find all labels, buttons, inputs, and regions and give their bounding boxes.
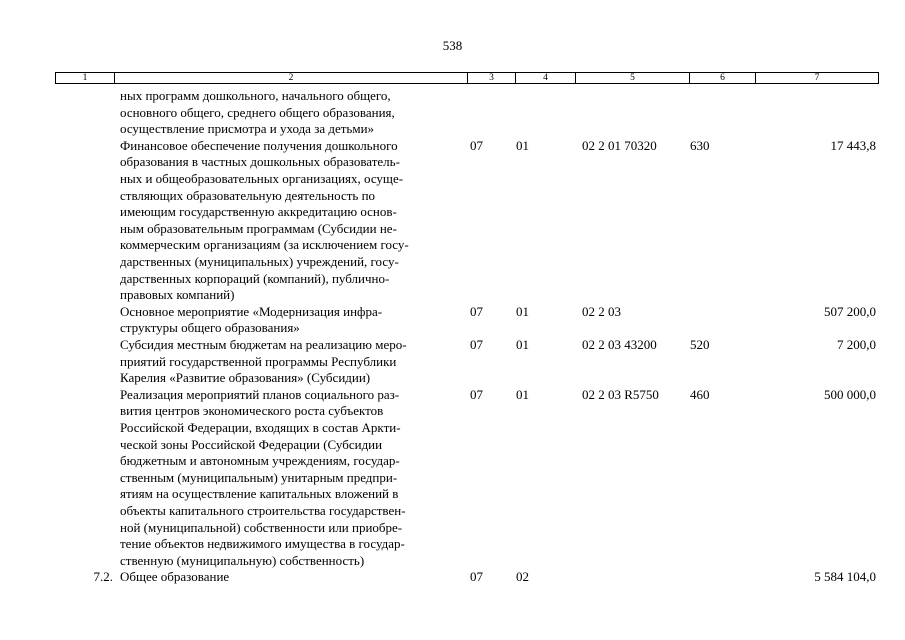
- description-line: дарственных корпораций (компаний), публично-: [120, 270, 390, 286]
- header-col-3: 3: [468, 73, 516, 83]
- description-line: ных программ дошкольного, начального общего,: [120, 88, 391, 103]
- description-line: ствляющих образовательную деятельность по: [120, 187, 376, 203]
- description-line: Российской Федерации, входящих в состав Аркти-: [120, 419, 401, 435]
- row-number: 7.2.: [93, 569, 113, 585]
- subsection-code: 01: [516, 137, 529, 153]
- page-number: 538: [442, 38, 463, 53]
- description-line: ной (муниципальной) собственности или приобре-: [120, 519, 403, 535]
- description-line: коммерческим организациям (за исключением госу-: [120, 237, 409, 253]
- row-description: [120, 138, 465, 304]
- section-code: 07: [470, 337, 483, 352]
- description-line: правовых компаний): [120, 287, 235, 303]
- row-description: [120, 304, 465, 337]
- section-code: 07: [470, 569, 483, 585]
- description-line: вития центров экономического роста субъектов: [120, 403, 384, 419]
- header-col-2: 2: [115, 73, 468, 83]
- description-line: Финансовое обеспечение получения дошкольного: [120, 137, 398, 153]
- header-col-4: 4: [516, 73, 576, 83]
- header-col-5: 5: [576, 73, 690, 83]
- description-line: ятиям на осуществление капитальных вложений в: [120, 486, 399, 502]
- description-line: структуры общего образования»: [120, 320, 300, 336]
- subsection-code: 01: [516, 386, 529, 402]
- description-line: ных и общеобразовательных организациях, осуще-: [120, 170, 404, 186]
- expense-type-code: 520: [690, 337, 710, 352]
- amount: 500 000,0: [824, 386, 876, 402]
- description-line: основного общего, среднего общего образования,: [120, 104, 395, 120]
- target-article-code: 02 2 03 43200: [582, 337, 657, 352]
- amount: 507 200,0: [824, 303, 876, 319]
- header-col-7: 7: [814, 73, 820, 83]
- subsection-code: 01: [516, 337, 529, 352]
- header-col-6: 6: [690, 73, 756, 83]
- expense-type-code: 460: [690, 386, 710, 402]
- description-line: Реализация мероприятий планов социального раз-: [120, 386, 400, 402]
- row-description: [120, 337, 465, 387]
- row-description: [120, 387, 465, 570]
- row-description: [120, 569, 465, 586]
- target-article-code: 02 2 03 R5750: [582, 386, 659, 402]
- table-header-row: [55, 72, 879, 84]
- target-article-code: 02 2 03: [582, 303, 621, 319]
- description-line: ным образовательным программам (Субсидии не-: [120, 220, 397, 236]
- description-line: приятий государственной программы Республики: [120, 353, 397, 369]
- amount: 7 200,0: [837, 337, 876, 352]
- description-line: Субсидия местным бюджетам на реализацию меро-: [120, 337, 407, 352]
- description-line: имеющим государственную аккредитацию основ-: [120, 204, 397, 220]
- description-line: ческой зоны Российской Федерации (Субсидии: [120, 436, 383, 452]
- section-code: 07: [470, 303, 483, 319]
- description-line: тение объектов недвижимого имущества в государ-: [120, 536, 405, 552]
- description-line: бюджетным и автономным учреждениям, государ-: [120, 453, 400, 469]
- description-line: Общее образование: [120, 569, 230, 585]
- subsection-code: 02: [516, 569, 529, 585]
- description-line: ственную (муниципальную) собственность): [120, 552, 365, 568]
- subsection-code: 01: [516, 303, 529, 319]
- description-line: Карелия «Развитие образования» (Субсидии): [120, 370, 371, 386]
- expense-type-code: 630: [690, 137, 710, 153]
- amount: 5 584 104,0: [814, 569, 876, 585]
- row-description: [120, 88, 465, 138]
- header-col-1: 1: [56, 73, 115, 83]
- description-line: Основное мероприятие «Модернизация инфра-: [120, 303, 383, 319]
- description-line: объекты капитального строительства государствен-: [120, 502, 406, 518]
- description-line: ственным (муниципальным) унитарным предпри-: [120, 469, 398, 485]
- section-code: 07: [470, 137, 483, 153]
- description-line: образования в частных дошкольных образователь-: [120, 154, 400, 170]
- amount: 17 443,8: [830, 137, 876, 153]
- description-line: осуществление присмотра и ухода за детьми»: [120, 121, 375, 137]
- target-article-code: 02 2 01 70320: [582, 137, 657, 153]
- description-line: дарственных (муниципальных) учреждений, госу-: [120, 253, 399, 269]
- section-code: 07: [470, 386, 483, 402]
